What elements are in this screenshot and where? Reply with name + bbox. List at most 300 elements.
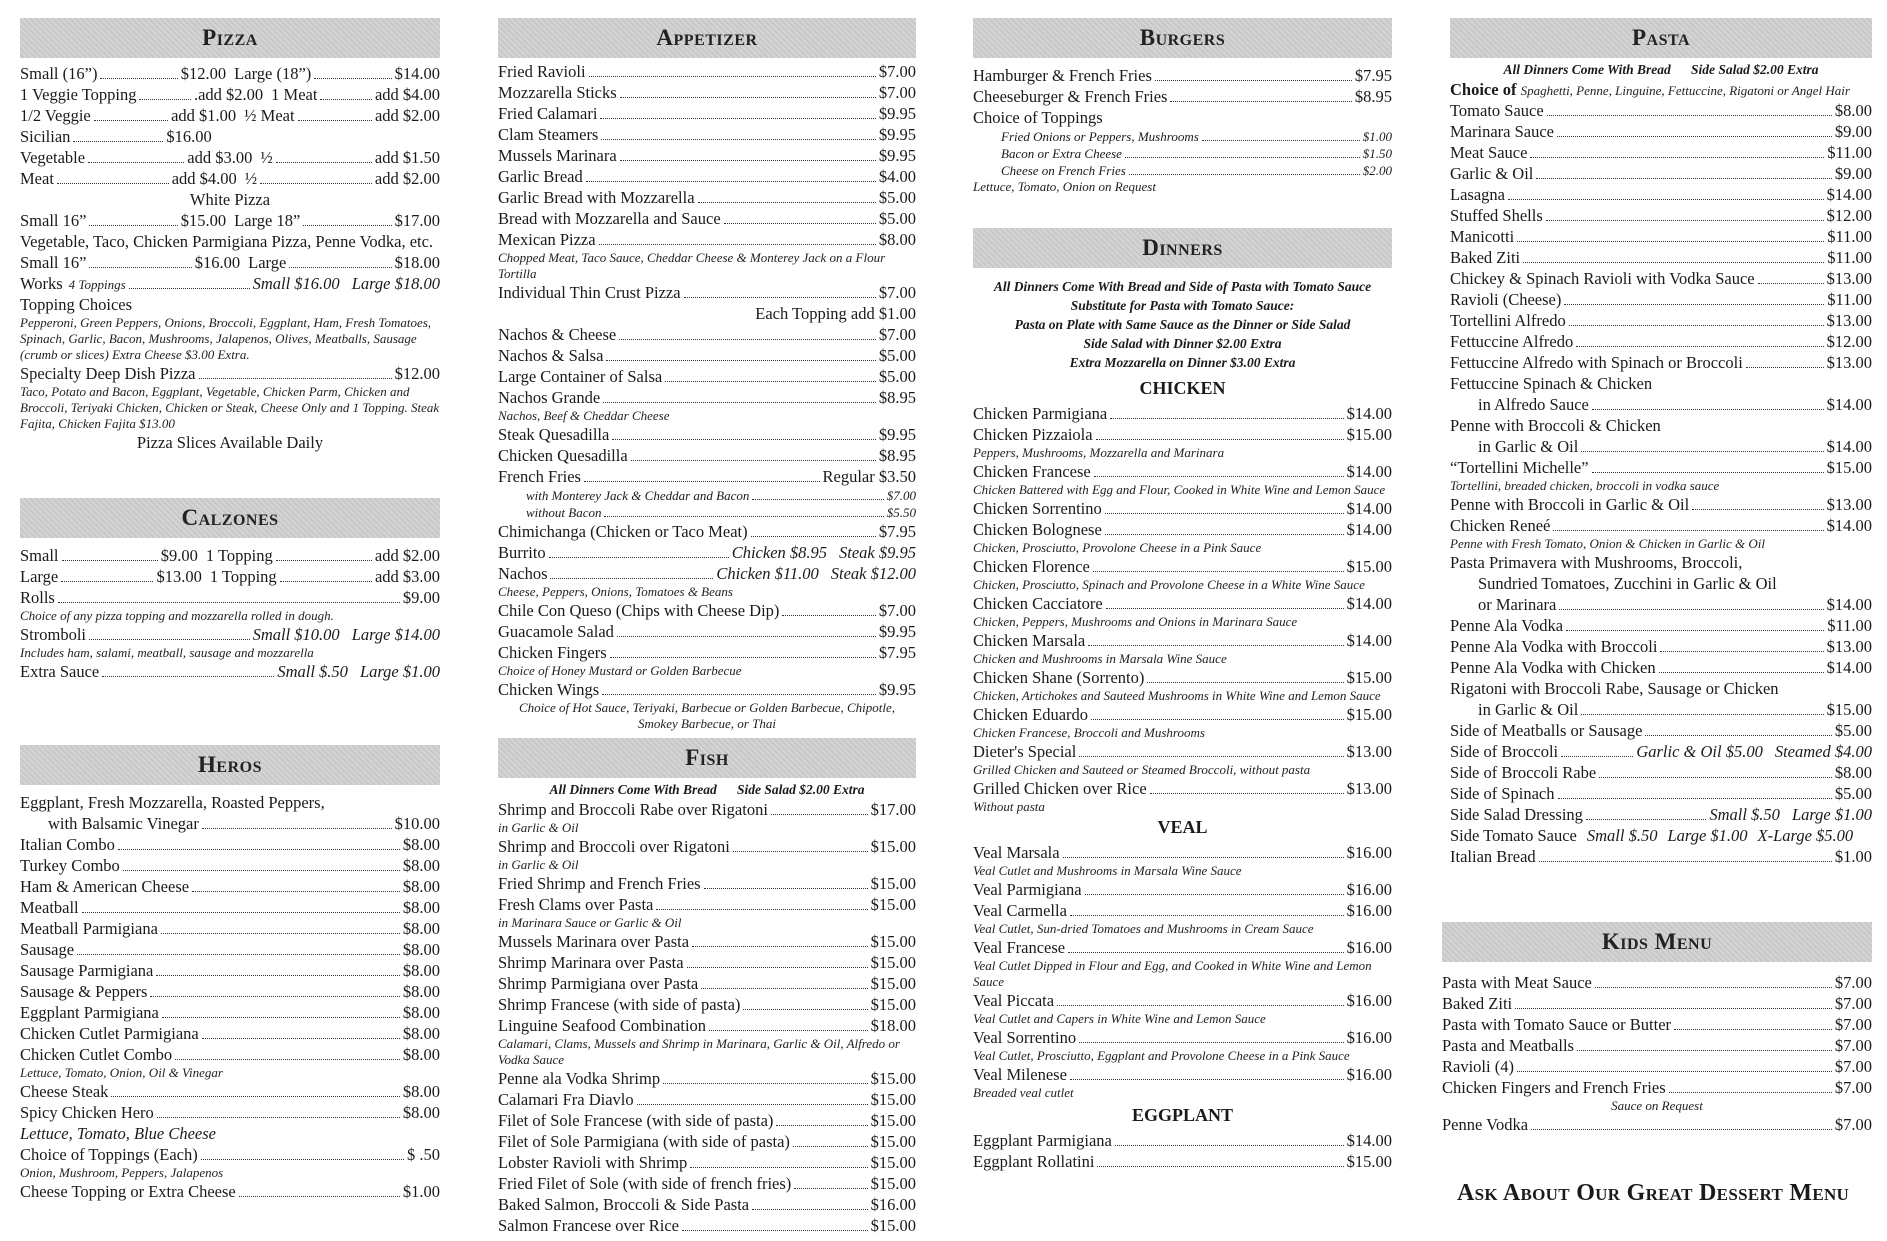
leader-dots bbox=[1546, 220, 1824, 221]
pasta-choice: Choice of Spaghetti, Penne, Linguine, Fettuccine, Rigatoni or Angel Hair bbox=[1450, 80, 1850, 99]
leader-dots bbox=[606, 360, 875, 361]
menu-item-pair bbox=[20, 210, 440, 231]
item-name: Small bbox=[20, 546, 59, 565]
item-name: Shrimp Francese (with side of pasta) bbox=[498, 995, 741, 1014]
item-price: $15.00 bbox=[870, 932, 916, 951]
item-description: Breaded veal cutlet bbox=[973, 1085, 1074, 1100]
item-name: 1 Topping bbox=[209, 567, 277, 586]
item-note: 4 Toppings bbox=[68, 277, 126, 292]
leader-dots bbox=[73, 141, 163, 142]
item-price: $13.00 bbox=[1826, 269, 1872, 288]
item-price: $7.95 bbox=[878, 643, 916, 662]
item-name: Eggplant Rollatini bbox=[973, 1152, 1095, 1171]
item-price: $16.00 bbox=[870, 1195, 916, 1214]
leader-dots bbox=[303, 225, 391, 226]
item-description: Lettuce, Tomato, Onion on Request bbox=[973, 179, 1156, 194]
menu-item bbox=[498, 466, 916, 487]
leader-dots bbox=[260, 183, 372, 184]
leader-dots bbox=[752, 499, 883, 500]
item-price: add $1.50 bbox=[374, 148, 440, 167]
item-description: Includes ham, salami, meatball, sausage and mozzarella bbox=[20, 645, 314, 660]
item-name: Linguine Seafood Combination bbox=[498, 1016, 707, 1035]
menu-item bbox=[20, 813, 440, 834]
menu-item bbox=[498, 1152, 916, 1173]
leader-dots bbox=[1110, 418, 1343, 419]
menu-item bbox=[498, 679, 916, 700]
item-name: Bacon or Extra Cheese bbox=[1001, 146, 1122, 161]
item-price: $8.00 bbox=[402, 835, 440, 854]
item-price-alt: Large $14.00 bbox=[351, 625, 440, 644]
item-name: Sicilian bbox=[20, 127, 71, 146]
leader-dots bbox=[1592, 472, 1824, 473]
item-name: Pasta and Meatballs bbox=[1442, 1036, 1574, 1055]
item-name: Fettuccine Alfredo with Spinach or Broccoli bbox=[1450, 353, 1743, 372]
leader-dots bbox=[1577, 1050, 1832, 1051]
item-price: $16.00 bbox=[166, 127, 212, 146]
item-name: Shrimp and Broccoli Rabe over Rigatoni bbox=[498, 800, 768, 819]
item-price: $11.00 bbox=[1827, 616, 1872, 635]
menu-item bbox=[498, 487, 916, 504]
menu-item bbox=[498, 1173, 916, 1194]
item-name: Penne ala Vodka Shrimp bbox=[498, 1069, 661, 1088]
item-name: ½ bbox=[260, 148, 273, 167]
item-price: $8.00 bbox=[1834, 101, 1872, 120]
item-description: Without pasta bbox=[973, 799, 1045, 814]
leader-dots bbox=[314, 78, 391, 79]
item-name: Works bbox=[20, 274, 63, 293]
item-price: $7.95 bbox=[878, 522, 916, 541]
kids-header: Kids Menu bbox=[1442, 922, 1872, 962]
menu-item bbox=[498, 931, 916, 952]
item-price: $8.00 bbox=[1834, 763, 1872, 782]
menu-item-pair bbox=[20, 566, 440, 587]
leader-dots bbox=[1746, 367, 1824, 368]
menu-item bbox=[498, 187, 916, 208]
leader-dots bbox=[1170, 101, 1351, 102]
menu-text: Vegetable, Taco, Chicken Parmigiana Pizza, Penne Vodka, etc. bbox=[20, 232, 434, 251]
item-name: Dieter's Special bbox=[973, 742, 1077, 761]
menu-item bbox=[498, 542, 916, 563]
item-name: Chickey & Spinach Ravioli with Vodka Sauce bbox=[1450, 269, 1755, 288]
item-name: Shrimp Marinara over Pasta bbox=[498, 953, 684, 972]
leader-dots bbox=[1645, 735, 1831, 736]
item-description: Tortellini, breaded chicken, broccoli in vodka sauce bbox=[1450, 478, 1720, 493]
leader-dots bbox=[1517, 241, 1824, 242]
menu-item bbox=[498, 424, 916, 445]
item-name: Italian Bread bbox=[1450, 847, 1536, 866]
leader-dots bbox=[599, 244, 876, 245]
menu-item bbox=[1450, 494, 1872, 515]
item-description: Grilled Chicken and Sauteed or Steamed Broccoli, without pasta bbox=[973, 762, 1311, 777]
item-description: Sauce on Request bbox=[1611, 1098, 1703, 1113]
leader-dots bbox=[156, 975, 400, 976]
item-price: $7.00 bbox=[1834, 973, 1872, 992]
item-name: Sausage bbox=[20, 940, 75, 959]
item-description: Onion, Mushroom, Peppers, Jalapenos bbox=[20, 1165, 224, 1180]
item-name: Eggplant Parmigiana bbox=[973, 1131, 1112, 1150]
item-name: Lasagna bbox=[1450, 185, 1505, 204]
item-price: $9.95 bbox=[878, 104, 916, 123]
item-name: Stromboli bbox=[20, 625, 87, 644]
item-name: Veal Milenese bbox=[973, 1065, 1067, 1084]
item-name: Meat bbox=[20, 169, 54, 188]
item-price: $9.95 bbox=[878, 680, 916, 699]
menu-item bbox=[1450, 615, 1872, 636]
menu-item bbox=[498, 799, 916, 820]
item-name: Nachos & Salsa bbox=[498, 346, 604, 365]
item-price: $7.00 bbox=[1834, 1036, 1872, 1055]
leader-dots bbox=[1758, 283, 1824, 284]
menu-item bbox=[498, 600, 916, 621]
item-price: $15.00 bbox=[870, 874, 916, 893]
item-price: $5.00 bbox=[878, 209, 916, 228]
menu-item bbox=[1442, 993, 1872, 1014]
menu-item bbox=[973, 1064, 1392, 1085]
item-price: $14.00 bbox=[1826, 185, 1872, 204]
item-price: $2.00 bbox=[1362, 163, 1392, 178]
leader-dots bbox=[1202, 140, 1360, 141]
menu-item bbox=[498, 642, 916, 663]
menu-item bbox=[498, 145, 916, 166]
item-price: $7.00 bbox=[878, 283, 916, 302]
item-name: Chicken Bolognese bbox=[973, 520, 1102, 539]
leader-dots bbox=[752, 1209, 867, 1210]
item-name: Pasta with Meat Sauce bbox=[1442, 973, 1592, 992]
item-price: $17.00 bbox=[394, 211, 441, 230]
item-description: Chicken, Prosciutto, Spinach and Provolone Cheese in a White Wine Sauce bbox=[973, 577, 1365, 592]
leader-dots bbox=[192, 891, 400, 892]
menu-item bbox=[973, 461, 1392, 482]
item-name: Chicken Eduardo bbox=[973, 705, 1089, 724]
item-name: Fried Shrimp and French Fries bbox=[498, 874, 701, 893]
menu-item bbox=[20, 918, 440, 939]
item-price: $15.00 bbox=[1826, 700, 1872, 719]
menu-item bbox=[20, 981, 440, 1002]
item-name: Shrimp Parmigiana over Pasta bbox=[498, 974, 699, 993]
menu-item bbox=[1450, 699, 1872, 720]
menu-item bbox=[973, 403, 1392, 424]
leader-dots bbox=[1068, 952, 1344, 953]
item-name: Hamburger & French Fries bbox=[973, 66, 1152, 85]
item-name: Veal Carmella bbox=[973, 901, 1067, 920]
leader-dots bbox=[612, 439, 876, 440]
item-name: Fried Ravioli bbox=[498, 62, 586, 81]
menu-item bbox=[973, 778, 1392, 799]
item-price: $12.00 bbox=[1826, 332, 1872, 351]
item-name: ½ bbox=[244, 169, 258, 188]
menu-item bbox=[498, 445, 916, 466]
item-price: $9.00 bbox=[1834, 164, 1872, 183]
burgers-section bbox=[973, 18, 1392, 195]
item-name: Filet of Sole Parmigiana (with side of pasta) bbox=[498, 1132, 790, 1151]
leader-dots bbox=[111, 1096, 399, 1097]
leader-dots bbox=[1561, 756, 1633, 757]
item-name: in Garlic & Oil bbox=[1478, 700, 1579, 719]
eggplant-subheader: EGGPLANT bbox=[1131, 1105, 1233, 1125]
menu-item bbox=[1450, 226, 1872, 247]
leader-dots bbox=[139, 99, 190, 100]
item-price: $16.00 bbox=[1346, 880, 1392, 899]
leader-dots bbox=[1659, 672, 1824, 673]
leader-dots bbox=[1091, 719, 1344, 720]
item-price: $9.00 bbox=[160, 546, 198, 565]
leader-dots bbox=[1599, 777, 1832, 778]
menu-item bbox=[973, 519, 1392, 540]
leader-dots bbox=[586, 181, 876, 182]
menu-item bbox=[973, 990, 1392, 1011]
item-price: $16.00 bbox=[1346, 938, 1392, 957]
item-price: $14.00 bbox=[1826, 516, 1872, 535]
item-name: Fried Calamari bbox=[498, 104, 598, 123]
item-price: $16.00 bbox=[1346, 901, 1392, 920]
item-price: $17.00 bbox=[870, 800, 916, 819]
heros-header: Heros bbox=[20, 745, 440, 785]
item-name: Baked Salmon, Broccoli & Side Pasta bbox=[498, 1195, 750, 1214]
item-description: Pepperoni, Green Peppers, Onions, Broccoli, Eggplant, Ham, Fresh Tomatoes, Spinach, Garlic, Bacon, Mushrooms, Jalapenos, Olives, Meatballs, Sausage (crumb or slices) Extra Cheese $3.00 Extra. bbox=[20, 315, 432, 362]
item-name: Ham & American Cheese bbox=[20, 877, 190, 896]
item-price: $15.00 bbox=[870, 953, 916, 972]
item-price: add $2.00 bbox=[374, 546, 440, 565]
item-name: Side Tomato Sauce bbox=[1450, 826, 1577, 845]
menu-item-pair bbox=[20, 84, 440, 105]
item-name: Side of Broccoli bbox=[1450, 742, 1559, 761]
leader-dots bbox=[150, 996, 399, 997]
leader-dots bbox=[1105, 534, 1344, 535]
item-price: $8.00 bbox=[402, 919, 440, 938]
leader-dots bbox=[161, 933, 400, 934]
item-price: add $2.00 bbox=[374, 169, 440, 188]
item-name: Chicken Francese bbox=[973, 462, 1091, 481]
item-price: $11.00 bbox=[1827, 227, 1872, 246]
menu-item bbox=[498, 1131, 916, 1152]
leader-dots bbox=[682, 1230, 868, 1231]
item-price-alt: Large $1.00 bbox=[1791, 805, 1872, 824]
leader-dots bbox=[202, 1038, 400, 1039]
leader-dots bbox=[600, 118, 875, 119]
item-name: Mussels Marinara bbox=[498, 146, 617, 165]
menu-item-pair bbox=[20, 168, 440, 189]
leader-dots bbox=[1674, 1029, 1832, 1030]
menu-item bbox=[1442, 1077, 1872, 1098]
menu-item bbox=[498, 124, 916, 145]
pizza-section bbox=[20, 18, 440, 453]
leader-dots bbox=[771, 814, 868, 815]
item-price: Garlic & Oil $5.00 bbox=[1636, 742, 1763, 761]
item-price: $13.00 bbox=[1826, 637, 1872, 656]
menu-item bbox=[1450, 762, 1872, 783]
item-price-alt: Steamed $4.00 bbox=[1774, 742, 1872, 761]
menu-item bbox=[498, 61, 916, 82]
menu-text: Eggplant, Fresh Mozzarella, Roasted Peppers, bbox=[20, 793, 325, 812]
menu-item bbox=[1450, 457, 1872, 478]
item-price: $5.00 bbox=[878, 367, 916, 386]
menu-item bbox=[1450, 846, 1872, 867]
item-price: $1.00 bbox=[1362, 129, 1392, 144]
item-price: $8.00 bbox=[402, 961, 440, 980]
item-price: Large $1.00 bbox=[1667, 826, 1748, 845]
item-price: $15.00 bbox=[1346, 425, 1392, 444]
menu-item-pair bbox=[20, 252, 440, 273]
item-price: $13.00 bbox=[1826, 353, 1872, 372]
calzones-header: Calzones bbox=[20, 498, 440, 538]
item-name: Chicken Fingers and French Fries bbox=[1442, 1078, 1666, 1097]
item-price: add $2.00 bbox=[374, 106, 441, 125]
item-price: $8.00 bbox=[878, 230, 916, 249]
menu-text: Rigatoni with Broccoli Rabe, Sausage or Chicken bbox=[1450, 679, 1779, 698]
item-price: $11.00 bbox=[1827, 290, 1872, 309]
item-price: $15.00 bbox=[870, 974, 916, 993]
menu-item bbox=[1450, 515, 1872, 536]
item-price: $8.00 bbox=[402, 1045, 440, 1064]
leader-dots bbox=[1096, 439, 1344, 440]
item-name: Burrito bbox=[498, 543, 546, 562]
leader-dots bbox=[1105, 513, 1344, 514]
item-description: Veal Cutlet and Capers in White Wine and Lemon Sauce bbox=[973, 1011, 1266, 1026]
item-price: $8.95 bbox=[878, 388, 916, 407]
item-price: Small $.50 bbox=[1586, 826, 1658, 845]
menu-text: Topping Choices bbox=[20, 295, 133, 314]
item-price-alt: Large $1.00 bbox=[359, 662, 440, 681]
menu-item bbox=[498, 504, 916, 521]
item-name: Chimichanga (Chicken or Taco Meat) bbox=[498, 522, 748, 541]
leader-dots bbox=[1581, 451, 1823, 452]
menu-item bbox=[20, 960, 440, 981]
leader-dots bbox=[1564, 304, 1824, 305]
item-name: “Tortellini Michelle” bbox=[1450, 458, 1589, 477]
leader-dots bbox=[1517, 1071, 1832, 1072]
leader-dots bbox=[280, 581, 372, 582]
item-price: $18.00 bbox=[394, 253, 441, 272]
item-price: $11.00 bbox=[1827, 248, 1872, 267]
item-price: $8.00 bbox=[402, 1103, 440, 1122]
item-name: Marinara Sauce bbox=[1450, 122, 1554, 141]
menu-item bbox=[498, 1194, 916, 1215]
item-price: $8.00 bbox=[402, 940, 440, 959]
leader-dots bbox=[620, 160, 876, 161]
item-name: Small (16”) bbox=[20, 64, 98, 83]
item-name: Steak Quesadilla bbox=[498, 425, 610, 444]
item-price: $12.00 bbox=[394, 364, 440, 383]
item-price: $15.00 bbox=[870, 1174, 916, 1193]
item-name: Veal Francese bbox=[973, 938, 1066, 957]
item-name: Chile Con Queso (Chips with Cheese Dip) bbox=[498, 601, 780, 620]
item-name: 1/2 Veggie bbox=[20, 106, 91, 125]
item-price: $7.00 bbox=[1834, 1078, 1872, 1097]
leader-dots bbox=[1097, 1166, 1343, 1167]
menu-item bbox=[20, 587, 440, 608]
item-name: Nachos & Cheese bbox=[498, 325, 617, 344]
leader-dots bbox=[88, 162, 184, 163]
leader-dots bbox=[202, 828, 392, 829]
leader-dots bbox=[692, 946, 868, 947]
item-name: Salmon Francese over Rice bbox=[498, 1216, 679, 1235]
item-description: Choice of Honey Mustard or Golden Barbecue bbox=[498, 663, 742, 678]
dinners-header: Dinners bbox=[973, 228, 1392, 268]
leader-dots bbox=[1085, 894, 1344, 895]
menu-item bbox=[1450, 804, 1872, 825]
leader-dots bbox=[1558, 798, 1832, 799]
item-price: add $4.00 bbox=[171, 169, 237, 188]
menu-item bbox=[20, 624, 440, 645]
item-price: $5.00 bbox=[1834, 784, 1872, 803]
item-price: $15.00 bbox=[1346, 668, 1392, 687]
item-description: Choice of Hot Sauce, Teriyaki, Barbecue or Golden Barbecue, Chipotle, Smokey Barbecue, or Thai bbox=[518, 700, 896, 731]
menu-item bbox=[973, 879, 1392, 900]
item-price: $10.00 bbox=[394, 814, 440, 833]
leader-dots bbox=[684, 297, 876, 298]
item-price: add $4.00 bbox=[374, 85, 441, 104]
item-price: $15.00 bbox=[870, 1216, 916, 1235]
item-price: $15.00 bbox=[1346, 557, 1392, 576]
menu-item bbox=[498, 345, 916, 366]
menu-item bbox=[1442, 1035, 1872, 1056]
item-price: $14.00 bbox=[1346, 1131, 1392, 1150]
item-price: $13.00 bbox=[1826, 495, 1872, 514]
item-price: $12.00 bbox=[1826, 206, 1872, 225]
item-price: Chicken $11.00 bbox=[716, 564, 819, 583]
item-name: Pasta with Tomato Sauce or Butter bbox=[1442, 1015, 1672, 1034]
item-name: Bread with Mozzarella and Sauce bbox=[498, 209, 721, 228]
menu-item bbox=[973, 842, 1392, 863]
menu-item bbox=[498, 894, 916, 915]
leader-dots bbox=[704, 888, 868, 889]
item-description: Veal Cutlet Dipped in Flour and Egg, and Cooked in White Wine and Lemon Sauce bbox=[973, 958, 1372, 989]
leader-dots bbox=[1586, 819, 1706, 820]
item-price: $14.00 bbox=[1346, 404, 1392, 423]
menu-item bbox=[498, 952, 916, 973]
item-price: $7.00 bbox=[878, 62, 916, 81]
menu-item bbox=[498, 994, 916, 1015]
item-description: Veal Cutlet and Mushrooms in Marsala Wine Sauce bbox=[973, 863, 1242, 878]
leader-dots bbox=[620, 97, 876, 98]
item-name: without Bacon bbox=[526, 505, 602, 520]
leader-dots bbox=[62, 560, 158, 561]
item-price: $14.00 bbox=[394, 64, 441, 83]
item-name: Mussels Marinara over Pasta bbox=[498, 932, 690, 951]
menu-item bbox=[1450, 289, 1872, 310]
item-price: $14.00 bbox=[1346, 631, 1392, 650]
leader-dots bbox=[549, 557, 729, 558]
item-name: Lobster Ravioli with Shrimp bbox=[498, 1153, 688, 1172]
menu-item bbox=[20, 126, 440, 147]
item-price: $15.00 bbox=[870, 1090, 916, 1109]
item-name: Penne Ala Vodka with Broccoli bbox=[1450, 637, 1658, 656]
item-name: Stuffed Shells bbox=[1450, 206, 1543, 225]
item-name: Cheese Topping or Extra Cheese bbox=[20, 1182, 236, 1201]
item-name: Ravioli (4) bbox=[1442, 1057, 1514, 1076]
item-description: Veal Cutlet, Sun-dried Tomatoes and Mushrooms in Cream Sauce bbox=[973, 921, 1314, 936]
leader-dots bbox=[1063, 857, 1344, 858]
leader-dots bbox=[61, 581, 153, 582]
item-name: Mozzarella Sticks bbox=[498, 83, 617, 102]
menu-item bbox=[1442, 1114, 1872, 1135]
menu-item bbox=[973, 667, 1392, 688]
item-price: $4.00 bbox=[878, 167, 916, 186]
leader-dots bbox=[782, 615, 875, 616]
item-price: $18.00 bbox=[870, 1016, 916, 1035]
leader-dots bbox=[1093, 571, 1344, 572]
leader-dots bbox=[1129, 174, 1360, 175]
item-price: $9.00 bbox=[1834, 122, 1872, 141]
item-price: add $1.00 bbox=[171, 106, 237, 125]
item-description: Lettuce, Tomato, Onion, Oil & Vinegar bbox=[20, 1065, 223, 1080]
item-price: Small $10.00 bbox=[252, 625, 340, 644]
pasta-note: All Dinners Come With Bread Side Salad $2.00 Extra bbox=[1503, 62, 1819, 77]
leader-dots bbox=[751, 536, 876, 537]
fish-note: All Dinners Come With Bread Side Salad $2.00 Extra bbox=[549, 782, 865, 797]
menu-item bbox=[1450, 205, 1872, 226]
item-name: Grilled Chicken over Rice bbox=[973, 779, 1147, 798]
